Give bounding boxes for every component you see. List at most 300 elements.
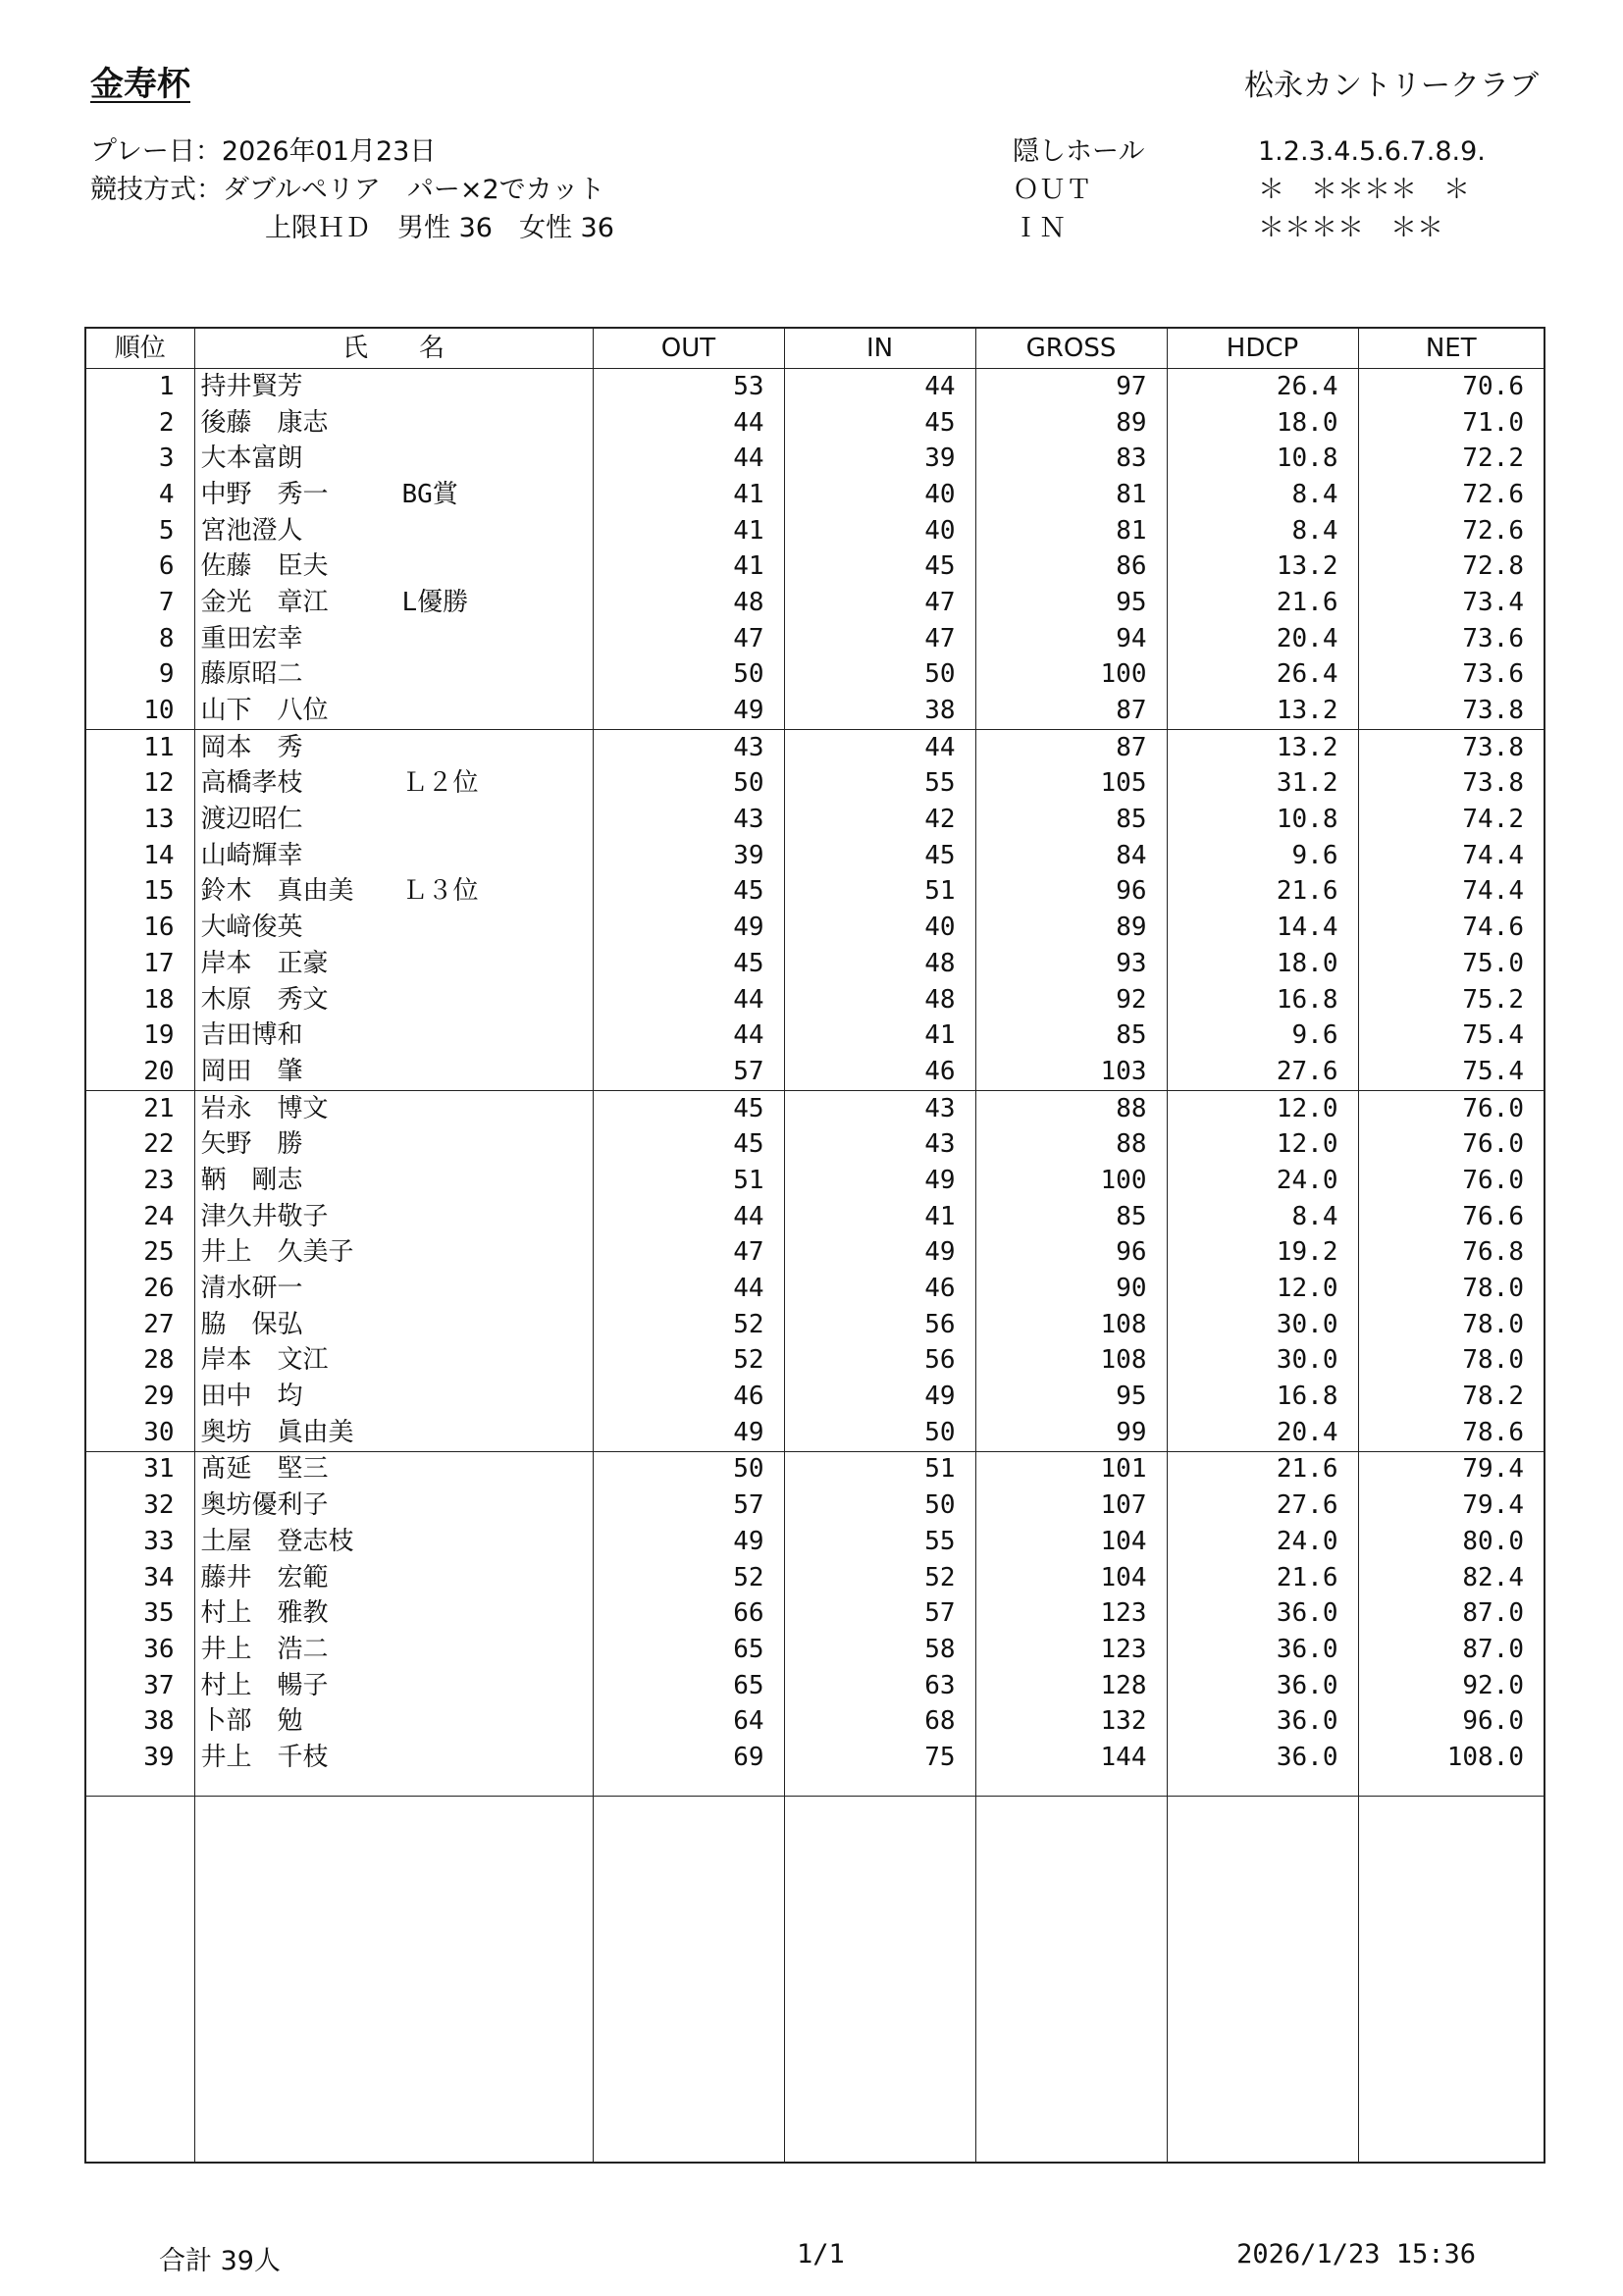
hdcp-cell: 18.0 [1167, 405, 1358, 442]
col-name: 氏 名 [194, 328, 593, 369]
in-cell: 41 [784, 1199, 975, 1235]
player-name: 脇 保弘 [200, 1309, 303, 1339]
player-name: 髙延 堅三 [200, 1454, 329, 1485]
name-cell [194, 1487, 593, 1524]
out-cell: 49 [593, 1415, 784, 1451]
name-cell [194, 405, 593, 442]
name-cell [194, 910, 593, 946]
in-marks: ＊＊＊＊ ＊＊ [1258, 213, 1443, 243]
table-row [85, 1632, 1544, 1668]
rank-cell: 3 [85, 441, 194, 477]
rank-cell: 32 [85, 1487, 194, 1524]
net-cell: 78.0 [1358, 1343, 1544, 1380]
gross-cell: 123 [975, 1595, 1167, 1632]
net-cell: 74.6 [1358, 910, 1544, 946]
player-name: 岩永 博文 [200, 1093, 329, 1123]
results-table [84, 327, 1545, 2164]
player-name: 佐藤 臣夫 [200, 551, 329, 582]
net-cell: 74.2 [1358, 802, 1544, 838]
gross-cell: 87 [975, 693, 1167, 729]
net-cell: 70.6 [1358, 369, 1544, 405]
in-cell: 55 [784, 766, 975, 803]
net-cell: 76.0 [1358, 1126, 1544, 1163]
table-row [85, 1126, 1544, 1163]
player-name: 奥坊優利子 [200, 1490, 329, 1521]
rank-cell: 4 [85, 477, 194, 513]
play-date: プレー日：2026年01月23日 [90, 136, 437, 167]
gross-cell: 87 [975, 729, 1167, 765]
rank-cell: 5 [85, 513, 194, 549]
hdcp-cell: 26.4 [1167, 657, 1358, 694]
player-name: 山崎輝幸 [200, 840, 303, 870]
hdcp-cell: 13.2 [1167, 693, 1358, 729]
hdcp-cell: 20.4 [1167, 1415, 1358, 1451]
in-cell: 49 [784, 1379, 975, 1415]
name-cell [194, 729, 593, 765]
player-name: 井上 千枝 [200, 1742, 329, 1772]
hdcp-cell: 36.0 [1167, 1668, 1358, 1704]
net-cell: 75.2 [1358, 982, 1544, 1018]
empty-cell [784, 1776, 975, 1797]
rank-cell: 28 [85, 1343, 194, 1380]
hdcp-cell: 16.8 [1167, 1379, 1358, 1415]
in-cell: 42 [784, 802, 975, 838]
out-marks: ＊ ＊＊＊＊ ＊ [1258, 175, 1470, 205]
player-name: 大﨑俊英 [200, 913, 303, 943]
gross-cell: 85 [975, 802, 1167, 838]
out-cell: 45 [593, 1090, 784, 1126]
rank-cell: 29 [85, 1379, 194, 1415]
table-row [85, 621, 1544, 657]
player-name: 岸本 文江 [200, 1345, 329, 1376]
gross-cell: 81 [975, 477, 1167, 513]
player-name: 土屋 登志枝 [200, 1526, 354, 1556]
rank-cell: 25 [85, 1235, 194, 1272]
out-cell: 41 [593, 477, 784, 513]
empty-cell [593, 1776, 784, 1797]
player-name: 中野 秀一 [200, 479, 329, 509]
empty-cell [593, 1796, 784, 2163]
net-cell: 72.2 [1358, 441, 1544, 477]
gross-cell: 96 [975, 874, 1167, 911]
hdcp-cell: 21.6 [1167, 585, 1358, 621]
out-cell: 48 [593, 585, 784, 621]
rank-cell: 27 [85, 1307, 194, 1343]
player-name: 吉田博和 [200, 1020, 303, 1051]
in-cell: 45 [784, 838, 975, 874]
table-row [85, 982, 1544, 1018]
hdcp-cell: 12.0 [1167, 1271, 1358, 1307]
out-cell: 43 [593, 729, 784, 765]
table-header [85, 328, 1544, 369]
player-name: 矢野 勝 [200, 1129, 303, 1160]
net-cell: 82.4 [1358, 1560, 1544, 1596]
name-cell [194, 657, 593, 694]
in-cell: 51 [784, 1451, 975, 1487]
name-cell [194, 1379, 593, 1415]
player-name: 高橋孝枝 [200, 768, 303, 799]
gross-cell: 81 [975, 513, 1167, 549]
name-cell [194, 1632, 593, 1668]
empty-cell [85, 1776, 194, 1797]
out-cell: 44 [593, 441, 784, 477]
hdcp-cell: 21.6 [1167, 874, 1358, 911]
table-row [85, 1235, 1544, 1272]
table-row [85, 1379, 1544, 1415]
rank-cell: 13 [85, 802, 194, 838]
name-cell [194, 1199, 593, 1235]
in-cell: 51 [784, 874, 975, 911]
net-cell: 78.2 [1358, 1379, 1544, 1415]
hdcp-cell: 13.2 [1167, 548, 1358, 585]
gross-cell: 92 [975, 982, 1167, 1018]
in-cell: 45 [784, 548, 975, 585]
player-name: 木原 秀文 [200, 984, 329, 1015]
rank-cell: 34 [85, 1560, 194, 1596]
empty-row [85, 1796, 1544, 2163]
hidden-hole-numbers: 1.2.3.4.5.6.7.8.9. [1258, 136, 1486, 167]
rank-cell: 6 [85, 548, 194, 585]
name-cell [194, 946, 593, 982]
in-cell: 52 [784, 1560, 975, 1596]
in-cell: 46 [784, 1271, 975, 1307]
rank-cell: 39 [85, 1740, 194, 1776]
out-cell: 64 [593, 1703, 784, 1740]
name-cell [194, 1415, 593, 1451]
table-row [85, 1560, 1544, 1596]
rank-cell: 26 [85, 1271, 194, 1307]
in-cell: 46 [784, 1054, 975, 1090]
in-cell: 49 [784, 1163, 975, 1199]
player-name: 奥坊 眞由美 [200, 1417, 354, 1447]
name-cell [194, 369, 593, 405]
in-cell: 48 [784, 982, 975, 1018]
out-cell: 44 [593, 1271, 784, 1307]
net-cell: 74.4 [1358, 874, 1544, 911]
rank-cell: 23 [85, 1163, 194, 1199]
in-cell: 56 [784, 1343, 975, 1380]
hdcp-cell: 36.0 [1167, 1632, 1358, 1668]
name-cell [194, 1126, 593, 1163]
net-cell: 87.0 [1358, 1595, 1544, 1632]
empty-cell [194, 1776, 593, 1797]
player-name: 金光 章江 [200, 587, 329, 617]
player-name: 井上 浩二 [200, 1634, 329, 1664]
in-cell: 44 [784, 369, 975, 405]
player-name: 津久井敬子 [200, 1201, 329, 1231]
rank-cell: 14 [85, 838, 194, 874]
net-cell: 73.8 [1358, 766, 1544, 803]
out-cell: 65 [593, 1632, 784, 1668]
in-cell: 57 [784, 1595, 975, 1632]
net-cell: 96.0 [1358, 1703, 1544, 1740]
out-cell: 65 [593, 1668, 784, 1704]
hdcp-cell: 21.6 [1167, 1560, 1358, 1596]
col-hdcp: HDCP [1167, 328, 1358, 369]
hdcp-cell: 8.4 [1167, 477, 1358, 513]
table-row [85, 1668, 1544, 1704]
table-row [85, 441, 1544, 477]
rank-cell: 10 [85, 693, 194, 729]
player-name: 後藤 康志 [200, 407, 329, 438]
hidden-out-row [1013, 168, 1470, 206]
table-row [85, 729, 1544, 765]
hdcp-cell: 26.4 [1167, 369, 1358, 405]
in-cell: 38 [784, 693, 975, 729]
in-cell: 58 [784, 1632, 975, 1668]
hdcp-cell: 16.8 [1167, 982, 1358, 1018]
player-name: 山下 八位 [200, 696, 329, 726]
net-cell: 73.4 [1358, 585, 1544, 621]
hdcp-cell: 10.8 [1167, 441, 1358, 477]
net-cell: 76.6 [1358, 1199, 1544, 1235]
out-cell: 46 [593, 1379, 784, 1415]
out-cell: 44 [593, 982, 784, 1018]
hdcp-cell: 30.0 [1167, 1343, 1358, 1380]
out-cell: 52 [593, 1307, 784, 1343]
out-cell: 41 [593, 513, 784, 549]
hidden-in-row [1013, 206, 1443, 244]
name-cell [194, 766, 593, 803]
empty-cell [1358, 1776, 1544, 1797]
hdcp-cell: 27.6 [1167, 1487, 1358, 1524]
in-cell: 40 [784, 513, 975, 549]
out-cell: 50 [593, 1451, 784, 1487]
gross-cell: 108 [975, 1307, 1167, 1343]
table-row [85, 1415, 1544, 1451]
in-cell: 39 [784, 441, 975, 477]
player-name: 村上 暢子 [200, 1670, 329, 1700]
out-cell: 66 [593, 1595, 784, 1632]
rank-cell: 36 [85, 1632, 194, 1668]
player-name: 岡本 秀 [200, 732, 303, 762]
net-cell: 72.6 [1358, 513, 1544, 549]
rank-cell: 37 [85, 1668, 194, 1704]
gross-cell: 107 [975, 1487, 1167, 1524]
hdcp-cell: 19.2 [1167, 1235, 1358, 1272]
rank-cell: 11 [85, 729, 194, 765]
name-cell [194, 1054, 593, 1090]
name-cell [194, 1163, 593, 1199]
net-cell: 80.0 [1358, 1524, 1544, 1560]
gross-cell: 89 [975, 910, 1167, 946]
net-cell: 76.0 [1358, 1163, 1544, 1199]
in-label: ＩＮ [1013, 213, 1066, 243]
player-name: 村上 雅教 [200, 1598, 329, 1629]
in-cell: 47 [784, 621, 975, 657]
col-net: NET [1358, 328, 1544, 369]
out-cell: 45 [593, 946, 784, 982]
gross-cell: 88 [975, 1126, 1167, 1163]
col-in: IN [784, 328, 975, 369]
out-cell: 52 [593, 1343, 784, 1380]
in-cell: 44 [784, 729, 975, 765]
player-name: 宮池澄人 [200, 515, 303, 546]
name-cell [194, 1668, 593, 1704]
name-cell [194, 802, 593, 838]
player-name: 持井賢芳 [200, 371, 303, 401]
name-cell [194, 1018, 593, 1054]
out-cell: 43 [593, 802, 784, 838]
gross-cell: 95 [975, 1379, 1167, 1415]
table-separator [85, 1776, 1544, 1797]
name-cell [194, 1740, 593, 1776]
gross-cell: 88 [975, 1090, 1167, 1126]
in-cell: 55 [784, 1524, 975, 1560]
net-cell: 76.0 [1358, 1090, 1544, 1126]
rank-cell: 1 [85, 369, 194, 405]
table-row [85, 1343, 1544, 1380]
hdcp-cell: 27.6 [1167, 1054, 1358, 1090]
hdcp-cell: 18.0 [1167, 946, 1358, 982]
rank-cell: 18 [85, 982, 194, 1018]
gross-cell: 104 [975, 1524, 1167, 1560]
rank-cell: 35 [85, 1595, 194, 1632]
gross-cell: 85 [975, 1018, 1167, 1054]
in-cell: 40 [784, 910, 975, 946]
in-cell: 43 [784, 1126, 975, 1163]
net-cell: 73.6 [1358, 621, 1544, 657]
empty-cell [194, 1796, 593, 2163]
table-row [85, 548, 1544, 585]
out-cell: 44 [593, 1018, 784, 1054]
in-cell: 48 [784, 946, 975, 982]
name-cell [194, 1307, 593, 1343]
gross-cell: 94 [975, 621, 1167, 657]
net-cell: 74.4 [1358, 838, 1544, 874]
net-cell: 75.0 [1358, 946, 1544, 982]
out-cell: 49 [593, 1524, 784, 1560]
gross-cell: 103 [975, 1054, 1167, 1090]
table-row [85, 1703, 1544, 1740]
rank-cell: 22 [85, 1126, 194, 1163]
empty-cell [1358, 1796, 1544, 2163]
net-cell: 87.0 [1358, 1632, 1544, 1668]
rank-cell: 33 [85, 1524, 194, 1560]
net-cell: 76.8 [1358, 1235, 1544, 1272]
hdcp-cell: 13.2 [1167, 729, 1358, 765]
name-cell [194, 1343, 593, 1380]
hdcp-cell: 8.4 [1167, 1199, 1358, 1235]
out-cell: 69 [593, 1740, 784, 1776]
hdcp-cell: 36.0 [1167, 1740, 1358, 1776]
name-cell [194, 621, 593, 657]
rank-cell: 19 [85, 1018, 194, 1054]
table-row [85, 1199, 1544, 1235]
handicap-limit: 上限ＨＤ 男性 36 女性 36 [265, 213, 614, 243]
table-row [85, 1271, 1544, 1307]
printed-timestamp: 2026/1/23 15:36 [1236, 2239, 1476, 2270]
in-cell: 41 [784, 1018, 975, 1054]
net-cell: 75.4 [1358, 1018, 1544, 1054]
in-cell: 45 [784, 405, 975, 442]
hdcp-cell: 30.0 [1167, 1307, 1358, 1343]
out-cell: 45 [593, 874, 784, 911]
gross-cell: 85 [975, 1199, 1167, 1235]
col-gross: GROSS [975, 328, 1167, 369]
gross-cell: 89 [975, 405, 1167, 442]
net-cell: 73.8 [1358, 729, 1544, 765]
rank-cell: 17 [85, 946, 194, 982]
player-name: 重田宏幸 [200, 623, 303, 653]
player-name: 藤井 宏範 [200, 1562, 329, 1592]
table-row [85, 1090, 1544, 1126]
player-name: 大本富朗 [200, 444, 303, 474]
name-cell [194, 693, 593, 729]
out-cell: 53 [593, 369, 784, 405]
rank-cell: 24 [85, 1199, 194, 1235]
out-cell: 51 [593, 1163, 784, 1199]
competition-method: 競技方式：ダブルペリア パー×2でカット [90, 175, 605, 205]
gross-cell: 95 [975, 585, 1167, 621]
gross-cell: 90 [975, 1271, 1167, 1307]
rank-cell: 21 [85, 1090, 194, 1126]
name-cell [194, 1235, 593, 1272]
net-cell: 92.0 [1358, 1668, 1544, 1704]
club-name: 松永カントリークラブ [1244, 69, 1539, 103]
hdcp-cell: 8.4 [1167, 513, 1358, 549]
out-cell: 39 [593, 838, 784, 874]
out-cell: 50 [593, 766, 784, 803]
in-cell: 50 [784, 1487, 975, 1524]
in-cell: 56 [784, 1307, 975, 1343]
out-cell: 52 [593, 1560, 784, 1596]
in-cell: 50 [784, 1415, 975, 1451]
gross-cell: 105 [975, 766, 1167, 803]
rank-cell: 16 [85, 910, 194, 946]
hdcp-cell: 12.0 [1167, 1126, 1358, 1163]
table-row [85, 657, 1544, 694]
player-name: 藤原昭二 [200, 659, 303, 690]
player-name: 渡辺昭仁 [200, 805, 303, 835]
net-cell: 72.8 [1358, 548, 1544, 585]
gross-cell: 99 [975, 1415, 1167, 1451]
net-cell: 73.6 [1358, 657, 1544, 694]
table-row [85, 874, 1544, 911]
table-row [85, 477, 1544, 513]
gross-cell: 108 [975, 1343, 1167, 1380]
rank-cell: 8 [85, 621, 194, 657]
table-row [85, 1054, 1544, 1090]
rank-cell: 12 [85, 766, 194, 803]
net-cell: 108.0 [1358, 1740, 1544, 1776]
table-row [85, 1524, 1544, 1560]
gross-cell: 96 [975, 1235, 1167, 1272]
empty-cell [975, 1796, 1167, 2163]
name-cell [194, 982, 593, 1018]
name-cell [194, 1090, 593, 1126]
table-row [85, 1451, 1544, 1487]
net-cell: 78.6 [1358, 1415, 1544, 1451]
rank-cell: 38 [85, 1703, 194, 1740]
page-title: 金寿杯 [90, 65, 190, 104]
award-note: Ｌ３位 [401, 876, 479, 907]
out-label: ＯＵＴ [1013, 175, 1092, 205]
name-cell [194, 441, 593, 477]
name-cell [194, 1271, 593, 1307]
in-cell: 40 [784, 477, 975, 513]
rank-cell: 31 [85, 1451, 194, 1487]
gross-cell: 86 [975, 548, 1167, 585]
gross-cell: 83 [975, 441, 1167, 477]
name-cell [194, 548, 593, 585]
table-row [85, 910, 1544, 946]
table-row [85, 1018, 1544, 1054]
net-cell: 71.0 [1358, 405, 1544, 442]
out-cell: 44 [593, 405, 784, 442]
out-cell: 47 [593, 1235, 784, 1272]
out-cell: 44 [593, 1199, 784, 1235]
